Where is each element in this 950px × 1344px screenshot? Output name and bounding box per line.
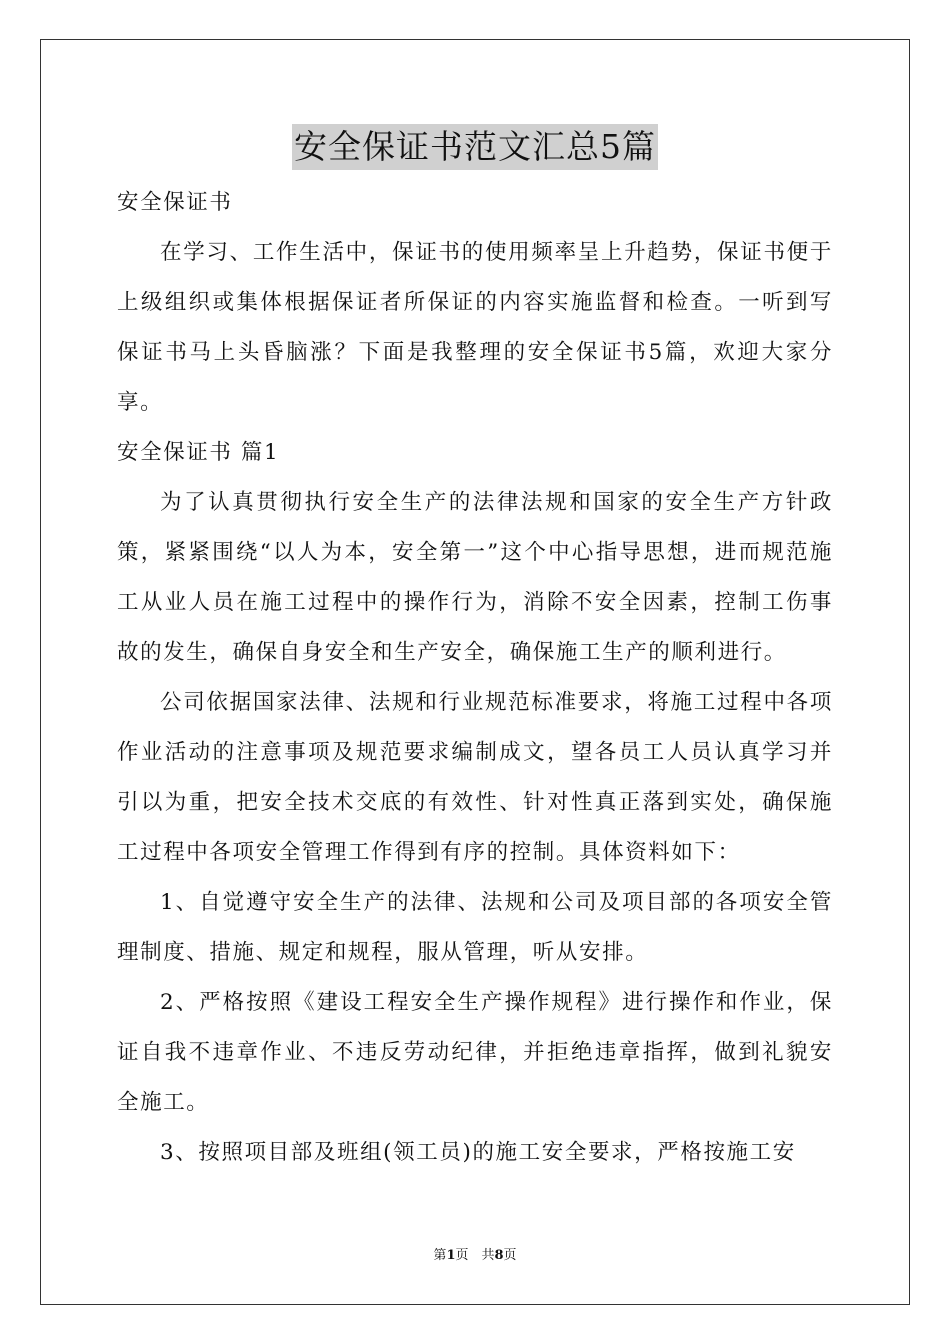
paragraph-7: 3、按照项目部及班组(领工员)的施工安全要求，严格按施工安: [160, 1140, 796, 1165]
document-title: 安全保证书范文汇总5篇: [292, 124, 658, 170]
paragraph-5: 1、自觉遵守安全生产的法律、法规和公司及项目部的各项安全管理制度、措施、规定和规程，服从管理，听从安排。: [117, 890, 833, 965]
paragraph-6: 2、严格按照《建设工程安全生产操作规程》进行操作和作业，保证自我不违章作业、不违反劳动纪律，并拒绝违章指挥，做到礼貌安全施工。: [117, 990, 833, 1115]
footer-suffix: 页: [503, 1248, 517, 1263]
paragraph-2: 安全保证书 篇1: [117, 440, 280, 465]
footer-prefix: 第: [433, 1248, 447, 1263]
paragraph-3: 为了认真贯彻执行安全生产的法律法规和国家的安全生产方针政策，紧紧围绕“以人为本，安全第一”这个中心指导思想，进而规范施工从业人员在施工过程中的操作行为，消除不安全因素，控制工伤事故的发生，确保自身安全和生产安全，确保施工生产的顺利进行。: [117, 490, 833, 665]
document-body: [117, 178, 833, 1178]
paragraph-4: 公司依据国家法律、法规和行业规范标准要求，将施工过程中各项作业活动的注意事项及规范要求编制成文，望各员工人员认真学习并引以为重，把安全技术交底的有效性、针对性真正落到实处，确保施工过程中各项安全管理工作得到有序的控制。具体资料如下：: [117, 690, 833, 865]
title-container: [0, 124, 950, 170]
footer-mid: 页 共: [455, 1248, 495, 1263]
footer-page-current: 1: [446, 1248, 456, 1263]
footer-page-total: 8: [494, 1248, 504, 1263]
paragraph-0: 安全保证书: [117, 190, 233, 215]
paragraph-1: 在学习、工作生活中，保证书的使用频率呈上升趋势，保证书便于上级组织或集体根据保证者所保证的内容实施监督和检查。一听到写保证书马上头昏脑涨？下面是我整理的安全保证书5篇，欢迎大家分享。: [117, 240, 833, 415]
page-footer: [0, 1247, 950, 1265]
